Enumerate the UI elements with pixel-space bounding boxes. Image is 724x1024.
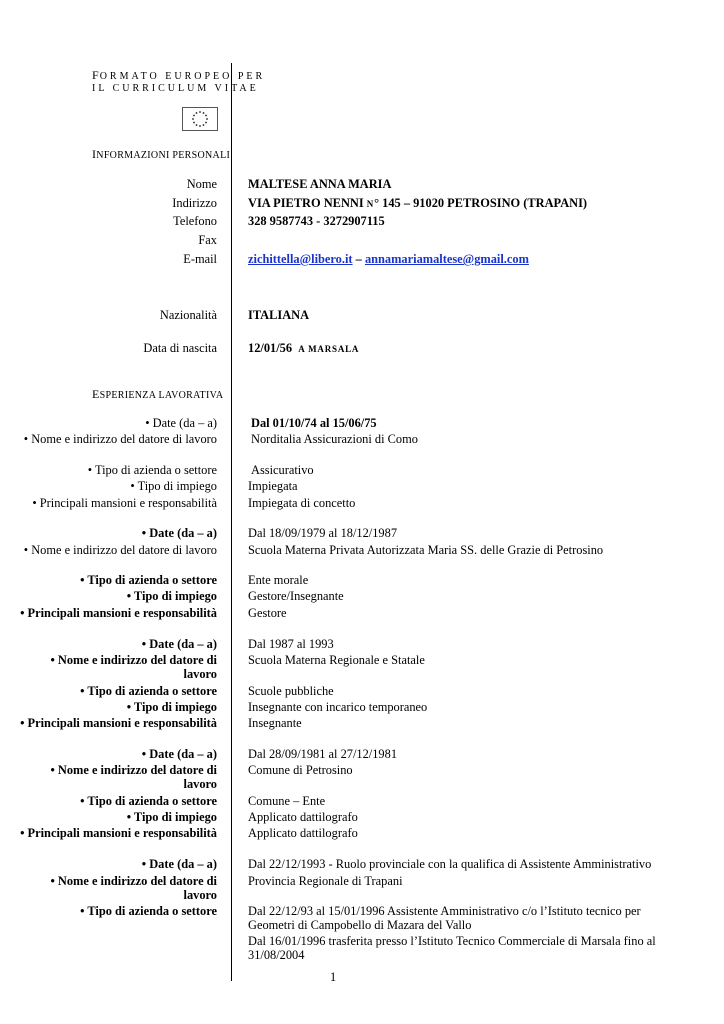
value-birth: 12/01/56 A MARSALA (248, 341, 360, 355)
job2-date-value: Dal 18/09/1979 al 18/12/1987 (248, 526, 398, 540)
job2-type-label: • Tipo di impiego (126, 589, 217, 603)
job3-duties-label: • Principali mansioni e responsabilità (20, 716, 217, 730)
label-phone: Telefono (173, 214, 217, 228)
email-link-2[interactable]: annamariamaltese@gmail.com (364, 252, 529, 266)
label-birth: Data di nascita (143, 341, 217, 355)
job5-employer-label: • Nome e indirizzo del datore di lavoro (50, 874, 217, 902)
value-address: VIA PIETRO NENNI N° 145 – 91020 PETROSINO (TRAPANI) (248, 196, 588, 210)
label-nationality: Nazionalità (159, 308, 217, 322)
value-name: MALTESE ANNA MARIA (248, 177, 392, 191)
job3-duties-value: Insegnante (248, 716, 302, 730)
job2-employer-label: • Nome e indirizzo del datore di lavoro (23, 543, 217, 557)
job4-sector-value: Comune – Ente (248, 794, 326, 808)
job5-sector-value-1: Dal 22/12/93 al 15/01/1996 Assistente Amministrativo c/o l’Istituto tecnico per Geometri di Campobello di Mazara del Vallo (248, 904, 641, 932)
job5-date-value: Dal 22/12/1993 - Ruolo provinciale con la qualifica di Assistente Amministrativo (248, 857, 652, 871)
job1-employer-label: • Nome e indirizzo del datore di lavoro (23, 432, 217, 446)
label-address: Indirizzo (172, 196, 217, 210)
job1-date-label: • Date (da – a) (145, 416, 217, 430)
job3-type-label: • Tipo di impiego (126, 700, 217, 714)
section-personal-info: INFORMAZIONI PERSONALI (92, 147, 231, 161)
label-fax: Fax (198, 233, 217, 247)
job4-duties-label: • Principali mansioni e responsabilità (20, 826, 217, 840)
job2-duties-value: Gestore (248, 606, 287, 620)
column-divider (231, 63, 232, 981)
cv-header-line1: FORMATO EUROPEO PER (92, 68, 266, 82)
value-phone: 328 9587743 - 3272907115 (248, 214, 385, 228)
job4-type-value: Applicato dattilografo (248, 810, 358, 824)
job3-date-label: • Date (da – a) (141, 637, 217, 651)
section-work-experience: ESPERIENZA LAVORATIVA (92, 387, 224, 401)
job4-duties-value: Applicato dattilografo (248, 826, 358, 840)
job4-type-label: • Tipo di impiego (126, 810, 217, 824)
job2-sector-value: Ente morale (248, 573, 309, 587)
job1-duties-label: • Principali mansioni e responsabilità (32, 496, 217, 510)
eu-flag-icon (182, 107, 218, 131)
job1-sector-label: • Tipo di azienda o settore (87, 463, 217, 477)
job3-employer-value: Scuola Materna Regionale e Statale (248, 653, 425, 667)
job2-date-label: • Date (da – a) (141, 526, 217, 540)
value-nationality: ITALIANA (248, 308, 310, 322)
job4-date-label: • Date (da – a) (141, 747, 217, 761)
job1-type-label: • Tipo di impiego (130, 479, 217, 493)
label-name: Nome (186, 177, 217, 191)
job2-sector-label: • Tipo di azienda o settore (80, 573, 217, 587)
job2-duties-label: • Principali mansioni e responsabilità (20, 606, 217, 620)
email-link-1[interactable]: zichittella@libero.it (248, 252, 353, 266)
job5-sector-value-2: Dal 16/01/1996 trasferita presso l’Istituto Tecnico Commerciale di Marsala fino al 31/08/2004 (248, 934, 656, 962)
job1-duties-value: Impiegata di concetto (248, 496, 356, 510)
job5-employer-value: Provincia Regionale di Trapani (248, 874, 403, 888)
job3-sector-label: • Tipo di azienda o settore (80, 684, 217, 698)
job3-sector-value: Scuole pubbliche (248, 684, 334, 698)
job2-employer-value: Scuola Materna Privata Autorizzata Maria SS. delle Grazie di Petrosino (248, 543, 604, 557)
job4-employer-value: Comune di Petrosino (248, 763, 353, 777)
job1-type-value: Impiegata (248, 479, 298, 493)
value-email: zichittella@libero.it – annamariamaltese@gmail.com (248, 252, 529, 266)
job1-sector-value: Assicurativo (251, 463, 314, 477)
job2-type-value: Gestore/Insegnante (248, 589, 344, 603)
cv-header-line2: IL CURRICULUM VITAE (92, 83, 259, 94)
job1-employer-value: Norditalia Assicurazioni di Como (251, 432, 418, 446)
label-email: E-mail (183, 252, 217, 266)
job1-date-value: Dal 01/10/74 al 15/06/75 (251, 416, 377, 430)
job3-date-value: Dal 1987 al 1993 (248, 637, 334, 651)
job3-employer-label: • Nome e indirizzo del datore di lavoro (50, 653, 217, 681)
job4-date-value: Dal 28/09/1981 al 27/12/1981 (248, 747, 398, 761)
page-number: 1 (330, 970, 337, 984)
job4-employer-label: • Nome e indirizzo del datore di lavoro (50, 763, 217, 791)
job5-sector-label: • Tipo di azienda o settore (80, 904, 217, 918)
job5-date-label: • Date (da – a) (141, 857, 217, 871)
job3-type-value: Insegnante con incarico temporaneo (248, 700, 428, 714)
job4-sector-label: • Tipo di azienda o settore (80, 794, 217, 808)
